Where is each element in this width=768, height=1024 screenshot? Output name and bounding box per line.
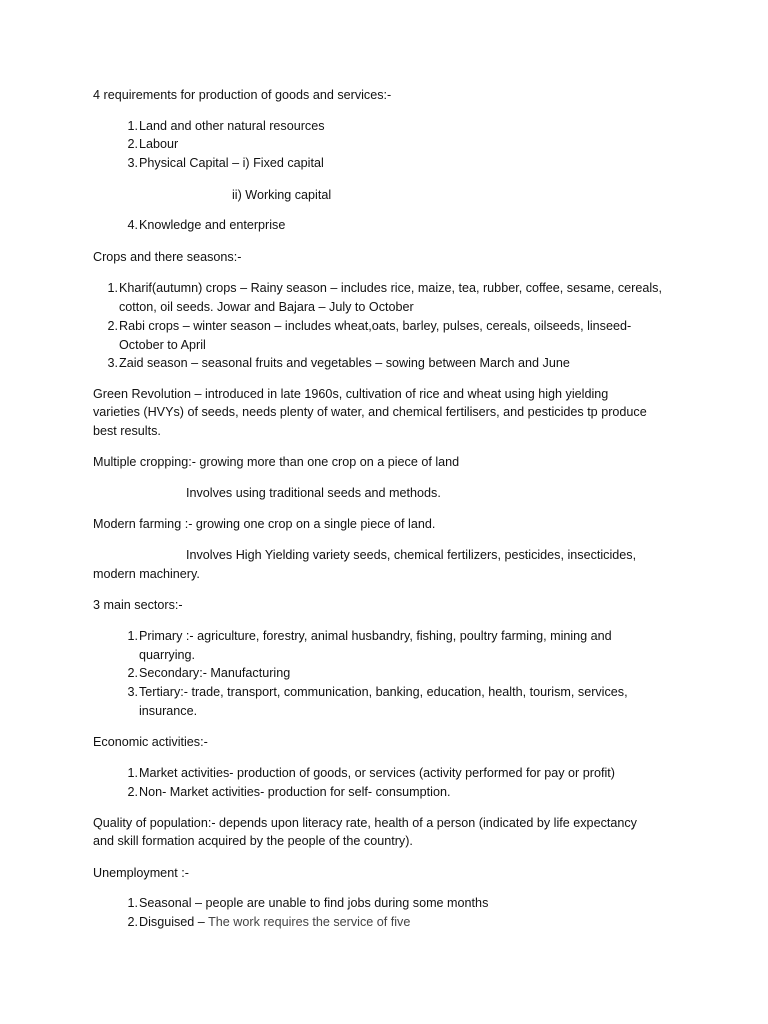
green-revolution-line: varieties (HVYs) of seeds, needs plenty of water, and chemical fertilisers, and pesticides tp produce <box>93 405 647 419</box>
heading-economic: Economic activities:- <box>93 735 208 749</box>
multiple-cropping: Multiple cropping:- growing more than one crop on a piece of land <box>93 455 460 469</box>
heading-sectors: 3 main sectors:- <box>93 598 183 612</box>
modern-farming: Modern farming :- growing one crop on a single piece of land. <box>93 517 436 531</box>
list-item-continuation: ii) Working capital <box>232 188 332 202</box>
green-revolution-line: Green Revolution – introduced in late 1960s, cultivation of rice and wheat using high yielding <box>93 387 609 401</box>
heading-crops: Crops and there seasons:- <box>93 250 242 264</box>
quality-line: and skill formation acquired by the people of the country). <box>93 834 413 848</box>
green-revolution-line: best results. <box>93 424 161 438</box>
document-page: 4 requirements for production of goods and services:- 1. Land and other natural resources 2. Labour 3. Physical Capital – i) Fixed capital ii) Working capital 4. Knowledge and enterprise Crops and there seasons:- 1. Kharif(autumn) crops – Rainy season – includes rice, maize, tea, rubber, coffee, sesame, cereals, cotton, oil seeds. Jowar and Bajara – July to October 2. Rabi crops – winter season – includes wheat,oats, barley, pulses, cereals, oilseeds, linseed- October to April 3. Zaid season – seasonal fruits and vegetables – sowing between March and June Green Revolution – introduced in late 1960s, cultivation of rice and wheat using high yielding varieties (HVYs) of seeds, needs plenty of water, and chemical fertilisers, and pesticides tp produce best results. Multiple cropping:- growing more than one crop on a piece of land Involves using traditional seeds and methods. Modern farming :- growing one crop on a single piece of land. Involves High Yielding variety seeds, chemical fertilizers, pesticides, insecticides, modern machinery. 3 main sectors:- 1. Primary :- agriculture, forestry, animal husbandry, fishing, poultry farming, mining and quarrying. 2. Secondary:- Manufacturing 3. Tertiary:- trade, transport, communication, banking, education, health, tourism, services, insurance. Economic activities:- 1. Market activities- production of goods, or services (activity performed for pay or profit) 2. Non- Market activities- production for self- consumption. Quality of population:- depends upon literacy rate, health of a person (indicated by life expectancy and skill formation acquired by the people of the country). Unemployment :- 1. Seasonal – people are unable to find jobs during some months 2. Disguised – The work requires the service of five <box>0 0 768 1024</box>
modern-farming-detail: Involves High Yielding variety seeds, chemical fertilizers, pesticides, insecticides, <box>186 548 637 562</box>
modern-farming-detail: modern machinery. <box>93 567 200 581</box>
heading-unemployment: Unemployment :- <box>93 866 189 880</box>
heading-requirements: 4 requirements for production of goods and services:- <box>93 88 392 102</box>
quality-line: Quality of population:- depends upon literacy rate, health of a person (indicated by life expectancy <box>93 816 637 830</box>
multiple-cropping-detail: Involves using traditional seeds and methods. <box>186 486 441 500</box>
